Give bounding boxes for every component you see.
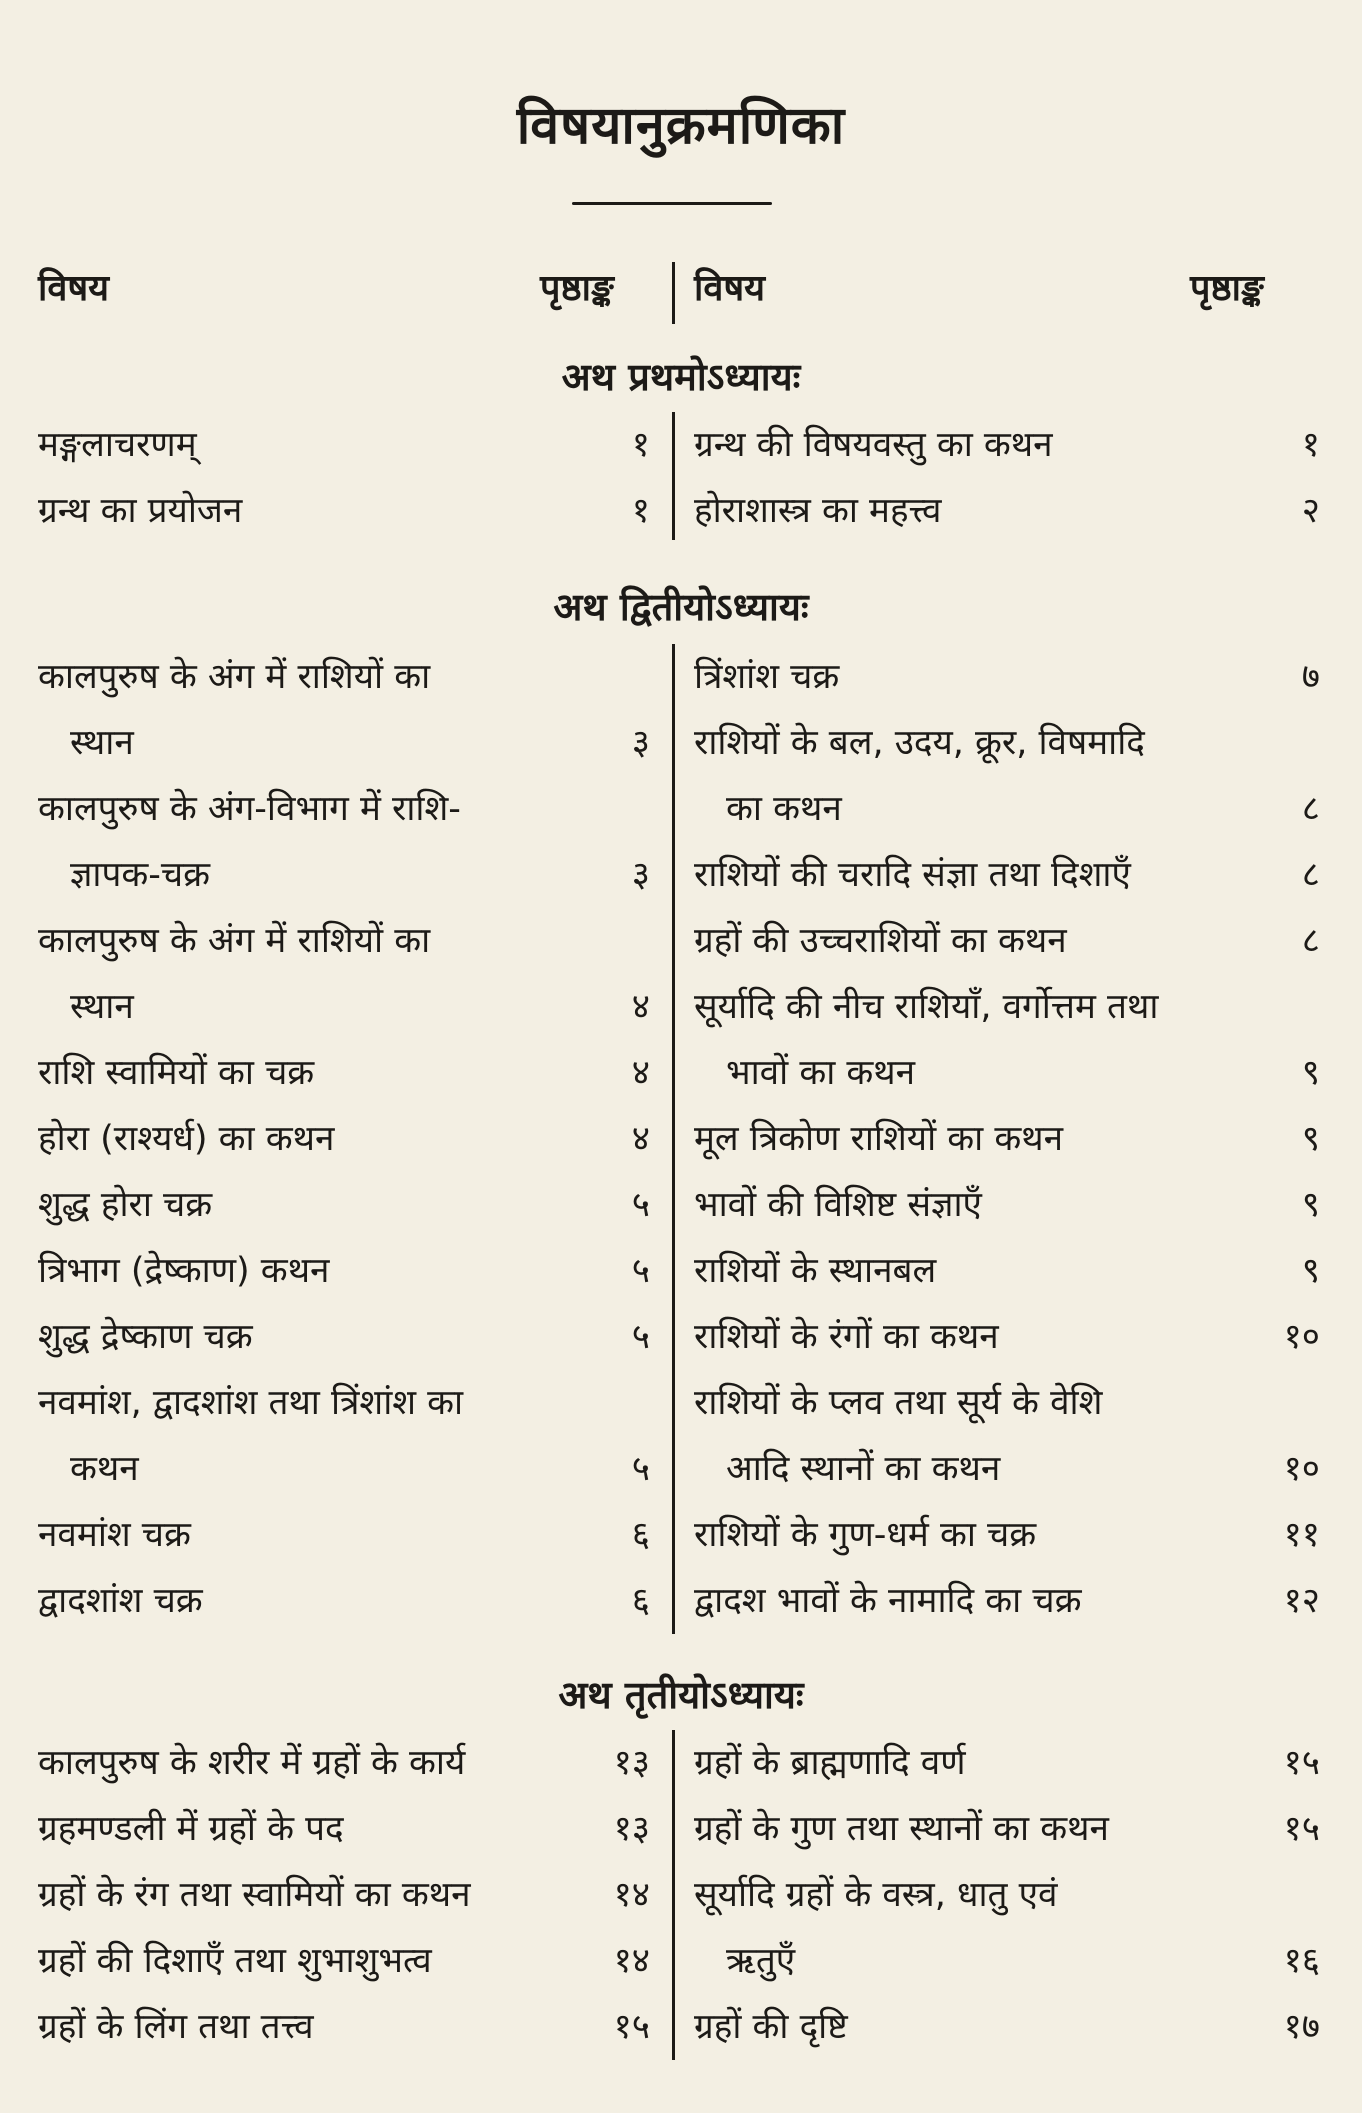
toc-entry (694, 1862, 1320, 1994)
toc-entry-title: ग्रहमण्डली में ग्रहों के पद (38, 1809, 344, 1849)
toc-entry-title: शुद्ध द्रेष्काण चक्र (38, 1317, 253, 1357)
toc-entry-title: ग्रहों की दिशाएँ तथा शुभाशुभत्व (38, 1941, 432, 1981)
chapter-3-left-list (38, 1730, 650, 2060)
toc-entry-page-number: ७ (1301, 657, 1320, 697)
toc-entry-title: ग्रहों के गुण तथा स्थानों का कथन (694, 1809, 1109, 1849)
toc-entry-title-continued: आदि स्थानों का कथन (726, 1449, 1001, 1489)
toc-entry (694, 1304, 1320, 1370)
toc-entry-page-number: १० (1283, 1317, 1320, 1357)
toc-entry-page-number: १५ (1283, 1743, 1320, 1783)
toc-entry (694, 1994, 1320, 2060)
toc-entry-page-number: ३ (631, 855, 650, 895)
toc-entry-page-number: १२ (1283, 1581, 1320, 1621)
chapter-1-left-list (38, 412, 650, 544)
toc-entry-title: राशियों के रंगों का कथन (694, 1317, 999, 1357)
chapter-2-left-list (38, 644, 650, 1634)
toc-entry (38, 1568, 650, 1634)
toc-entry-page-number: ८ (1301, 921, 1320, 961)
toc-entry (38, 776, 650, 908)
toc-entry-title: कालपुरुष के अंग में राशियों का (38, 657, 431, 697)
toc-entry (38, 1172, 650, 1238)
toc-entry-page-number: ९ (1301, 1119, 1320, 1159)
toc-entry-title: मङ्गलाचरणम् (38, 425, 197, 465)
toc-entry-title: ग्रहों के ब्राह्मणादि वर्ण (694, 1743, 966, 1783)
toc-entry-title: शुद्ध होरा चक्र (38, 1185, 213, 1225)
title-divider (572, 202, 772, 205)
toc-entry-title: कालपुरुष के अंग में राशियों का (38, 921, 431, 961)
toc-entry (694, 1370, 1320, 1502)
toc-entry (694, 644, 1320, 710)
toc-entry-title: द्वादश भावों के नामादि का चक्र (694, 1581, 1082, 1621)
toc-entry-page-number: ५ (631, 1449, 650, 1489)
toc-entry (694, 1502, 1320, 1568)
toc-entry-page-number: १० (1283, 1449, 1320, 1489)
toc-entry-page-number: ४ (631, 1119, 650, 1159)
toc-entry-title-continued: का कथन (726, 789, 842, 829)
toc-entry-page-number: ११ (1283, 1515, 1320, 1555)
toc-entry-title-continued: स्थान (70, 987, 134, 1027)
toc-entry-title: राशि स्वामियों का चक्र (38, 1053, 315, 1093)
toc-entry (38, 478, 650, 544)
toc-entry-page-number: १३ (613, 1743, 650, 1783)
toc-entry-page-number: ९ (1301, 1185, 1320, 1225)
toc-entry (694, 1796, 1320, 1862)
header-left-page: पृष्ठाङ्क (540, 268, 614, 309)
toc-entry (38, 1730, 650, 1796)
toc-entry-title: ग्रन्थ का प्रयोजन (38, 491, 243, 531)
toc-entry-page-number: १७ (1283, 2007, 1320, 2047)
chapter-heading-3: अथ तृतीयोऽध्यायः (558, 1673, 804, 1717)
header-right-page: पृष्ठाङ्क (1190, 268, 1264, 309)
toc-entry (694, 1568, 1320, 1634)
toc-entry-title: त्रिभाग (द्रेष्काण) कथन (38, 1251, 330, 1291)
toc-entry (694, 1106, 1320, 1172)
toc-entry-title: होराशास्त्र का महत्त्व (694, 491, 942, 531)
toc-entry (38, 1796, 650, 1862)
column-divider-2 (672, 644, 675, 1634)
toc-entry-page-number: १४ (613, 1941, 650, 1981)
header-divider (672, 262, 675, 324)
toc-entry (38, 908, 650, 1040)
toc-entry-title: द्वादशांश चक्र (38, 1581, 203, 1621)
toc-entry-page-number: ६ (631, 1515, 650, 1555)
column-divider-3 (672, 1730, 675, 2060)
toc-entry-page-number: ८ (1301, 789, 1320, 829)
toc-entry-page-number: ५ (631, 1317, 650, 1357)
toc-entry (694, 1238, 1320, 1304)
toc-entry-title: ग्रन्थ की विषयवस्तु का कथन (694, 425, 1053, 465)
toc-entry-title-continued: कथन (70, 1449, 139, 1489)
toc-entry-title: मूल त्रिकोण राशियों का कथन (694, 1119, 1064, 1159)
toc-entry (38, 1238, 650, 1304)
toc-entry-page-number: १५ (613, 2007, 650, 2047)
toc-entry (38, 1928, 650, 1994)
toc-entry (38, 1502, 650, 1568)
toc-entry-title-continued: ऋतुएँ (726, 1941, 796, 1981)
toc-entry (38, 1862, 650, 1928)
toc-entry-title: नवमांश, द्वादशांश तथा त्रिंशांश का (38, 1383, 464, 1423)
toc-entry-page-number: १ (631, 491, 650, 531)
chapter-heading-1: अथ प्रथमोऽध्यायः (561, 355, 801, 399)
toc-entry-page-number: ५ (631, 1185, 650, 1225)
toc-entry-title: होरा (राश्यर्ध) का कथन (38, 1119, 335, 1159)
toc-entry (38, 1106, 650, 1172)
toc-entry (694, 908, 1320, 974)
chapter-3-right-list (694, 1730, 1320, 2060)
toc-entry-title: राशियों के गुण-धर्म का चक्र (694, 1515, 1037, 1555)
toc-entry-page-number: १ (631, 425, 650, 465)
toc-entry-title-continued: ज्ञापक-चक्र (70, 855, 210, 895)
toc-entry (38, 1370, 650, 1502)
toc-entry-page-number: ४ (631, 987, 650, 1027)
chapter-2-right-list (694, 644, 1320, 1634)
header-right-subject: विषय (694, 268, 766, 309)
toc-entry (694, 412, 1320, 478)
toc-entry-page-number: ६ (631, 1581, 650, 1621)
toc-entry-title: राशियों के स्थानबल (694, 1251, 937, 1291)
toc-entry-title: त्रिंशांश चक्र (694, 657, 840, 697)
chapter-heading-2: अथ द्वितीयोऽध्यायः (553, 585, 809, 629)
toc-entry (694, 1172, 1320, 1238)
toc-entry-page-number: २ (1301, 491, 1320, 531)
toc-entry (694, 710, 1320, 842)
toc-entry-page-number: ९ (1301, 1053, 1320, 1093)
page-title: विषयानुक्रमणिका (516, 96, 846, 156)
toc-entry-page-number: १३ (613, 1809, 650, 1849)
toc-entry (38, 412, 650, 478)
toc-entry-title: ग्रहों की उच्चराशियों का कथन (694, 921, 1067, 961)
toc-entry-title: कालपुरुष के अंग-विभाग में राशि- (38, 789, 461, 829)
toc-entry-title-continued: भावों का कथन (726, 1053, 916, 1093)
toc-entry (694, 842, 1320, 908)
toc-entry-title: ग्रहों की दृष्टि (694, 2007, 848, 2047)
toc-entry (38, 1040, 650, 1106)
toc-entry-page-number: ५ (631, 1251, 650, 1291)
chapter-1-right-list (694, 412, 1320, 544)
toc-entry-page-number: ९ (1301, 1251, 1320, 1291)
toc-entry-title: भावों की विशिष्ट संज्ञाएँ (694, 1185, 982, 1225)
toc-entry (694, 1730, 1320, 1796)
toc-entry (38, 1994, 650, 2060)
toc-entry (38, 1304, 650, 1370)
toc-entry-page-number: १ (1301, 425, 1320, 465)
toc-entry-page-number: ४ (631, 1053, 650, 1093)
toc-entry (38, 644, 650, 776)
toc-entry-title: नवमांश चक्र (38, 1515, 191, 1555)
toc-entry-title: राशियों की चरादि संज्ञा तथा दिशाएँ (694, 855, 1131, 895)
toc-entry-title: ग्रहों के लिंग तथा तत्त्व (38, 2007, 314, 2047)
toc-entry (694, 974, 1320, 1106)
toc-entry-title: राशियों के बल, उदय, क्रूर, विषमादि (694, 723, 1145, 763)
toc-entry-title: सूर्यादि ग्रहों के वस्त्र, धातु एवं (694, 1875, 1058, 1915)
toc-entry (694, 478, 1320, 544)
toc-entry-title: सूर्यादि की नीच राशियाँ, वर्गोत्तम तथा (694, 987, 1159, 1027)
toc-entry-page-number: १५ (1283, 1809, 1320, 1849)
header-left-subject: विषय (38, 268, 110, 309)
toc-entry-page-number: ३ (631, 723, 650, 763)
toc-entry-page-number: ८ (1301, 855, 1320, 895)
column-divider-1 (672, 412, 675, 540)
toc-entry-title: कालपुरुष के शरीर में ग्रहों के कार्य (38, 1743, 466, 1783)
toc-entry-title: ग्रहों के रंग तथा स्वामियों का कथन (38, 1875, 471, 1915)
toc-entry-title: राशियों के प्लव तथा सूर्य के वेशि (694, 1383, 1103, 1423)
toc-entry-page-number: १४ (613, 1875, 650, 1915)
toc-entry-page-number: १६ (1283, 1941, 1320, 1981)
toc-entry-title-continued: स्थान (70, 723, 134, 763)
